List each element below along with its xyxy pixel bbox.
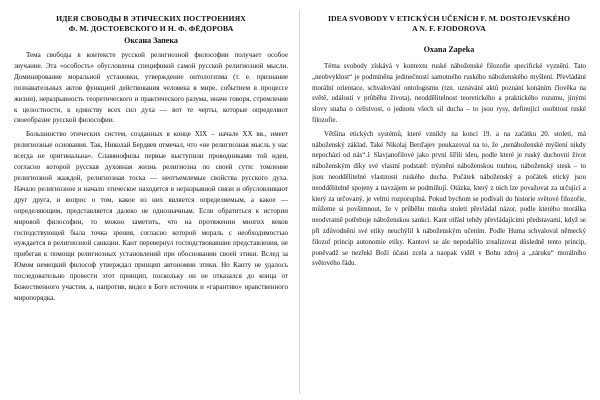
russian-article-column: [14, 14, 288, 400]
russian-title-line-2: Ф. М. ДОСТОЕВСКОГО И Н. Ф. ФЁДОРОВА: [68, 24, 234, 33]
column-divider: [299, 10, 300, 394]
russian-article-author: Оксана Запека: [124, 36, 178, 45]
czech-paragraph-2: Většina etických systémů, které vznikly na konci 19. a na začátku 20. století, má náboženský základ. Také Nikolaj Berďajev poukazoval na to, že „nenáboženské myšlení nikdy nepochází od nás“.1 Slavjanofilové jako první šířili ideu, podle které je ruský duchovní život náboženským díky své vlastní podstatě: trýznění náboženskou touhou, náboženský stesk – to jsou neoddělitelné vlastnosti ruského ducha. Počátek náboženský a počátek etický jsou neoddělitelně spojeny a navzájem se podmiňují. Otázka, který z nich lze považovat za určující a který za určovaný, je velmi rozporuplná. Pokud bychom se podívali do historie světové filozofie, můžeme si povšimnout, že v průběhu mnoha století převládal názor, podle kterého morálka neodvratně potřebuje náboženskou sankci. Kant otřásl tehdy převládajícími představami, když se při zdůvodnění své etiky neuchýlil k náboženským učením. Podle Huma schvaloval německý filozof princip autonomie etiky. Kantovi se ale nepodařilo zrealizovat důsledně tento princip, poněvadž se nezřekl Boží účasti zcela a naopak viděl v Bohu zdroj a „záruku“ morálního světového řádu.: [312, 129, 586, 268]
russian-article-title: [14, 14, 288, 34]
czech-article-column: [312, 14, 586, 400]
czech-paragraph-1: Téma svobody získává v kontextu ruské náboženské filozofie specifické vyznění. Tato „neobvyklost“ je podmíněna jedinečností samotného ruského náboženského myšlení. Převládání morální orientace, schvalování ontologismu (tzn. uznávání aktů poznání konáním člověka na světě, událostí v průběhu života), neoddělitelnost teoretického a praktického rozumu, jinými slovy snaha o celistvost, o jednotu všech sil ducha – to jsou rysy, definující osobitost ruské filozofie.: [312, 62, 586, 124]
czech-article-author: Oxana Zapeka: [423, 45, 475, 54]
russian-paragraph-2: Большинство этических систем, созданных в конце XIX – начале XX вв., имеет религиозные основания. Так, Николай Бердяев отмечал, что «не религиозная мысль у нас всегда не оригинальна». Славянофилы первые выступили проводниками той идеи, согласно которой русская духовная жизнь религиозна по своей сути: томление религиозной жаждой, религиозная тоска — неотъемлемые свойства русского духа. Начало религиозное и начало этическое находятся в неразрывной связи и обусловливают друг друга, и вопрос о том, какое из них является определяемым, а какое — определяющим, представляется далеко не однозначным. Если обратиться к истории мировой философии, то можно заметить, что на протяжении многих веков господствующей была точка зрения, согласно которой мораль с необходимостью нуждается в религиозной санкции. Кант перевернул господствовавшие представления, не прибегая к помощи религиозных установлений при обосновании своей этики. Вслед за Юмом немецкий философ утверждал принцип автономии этики. Но Канту не удалось последовательно провести этот принцип, поскольку он не отказался до конца от Божественного участия, а, напротив, видел в Боге источник и «гарантию» нравственного миропорядка.: [14, 130, 288, 302]
russian-paragraph-1: Тема свободы в контексте русской религиозной философии получает особое звучание. Эта «особость» обусловлена спецификой самой русской религиозной мысли. Доминирование моральной установки, утверждение онтологизма (т. е. признание познавательных актов функцией действования человека в мире, событием в процессе жизни), неразрывность теоретического и практического разума, иначе говоря, стремление к целостности, к единству всех сил духа — вот те черты, которые определяют своеобразие русской философии.: [14, 51, 288, 125]
czech-title-line-1: IDEA SVOBODY V ETICKÝCH UČENÍCH F. M. DOSTOJEVSKÉHO: [327, 14, 571, 23]
russian-title-line-1: ИДЕЯ СВОБОДЫ В ЭТИЧЕСКИХ ПОСТРОЕНИЯХ: [56, 14, 246, 23]
czech-title-line-2: A N. F. FJODOROVA: [412, 24, 486, 33]
czech-article-title: [312, 14, 586, 34]
